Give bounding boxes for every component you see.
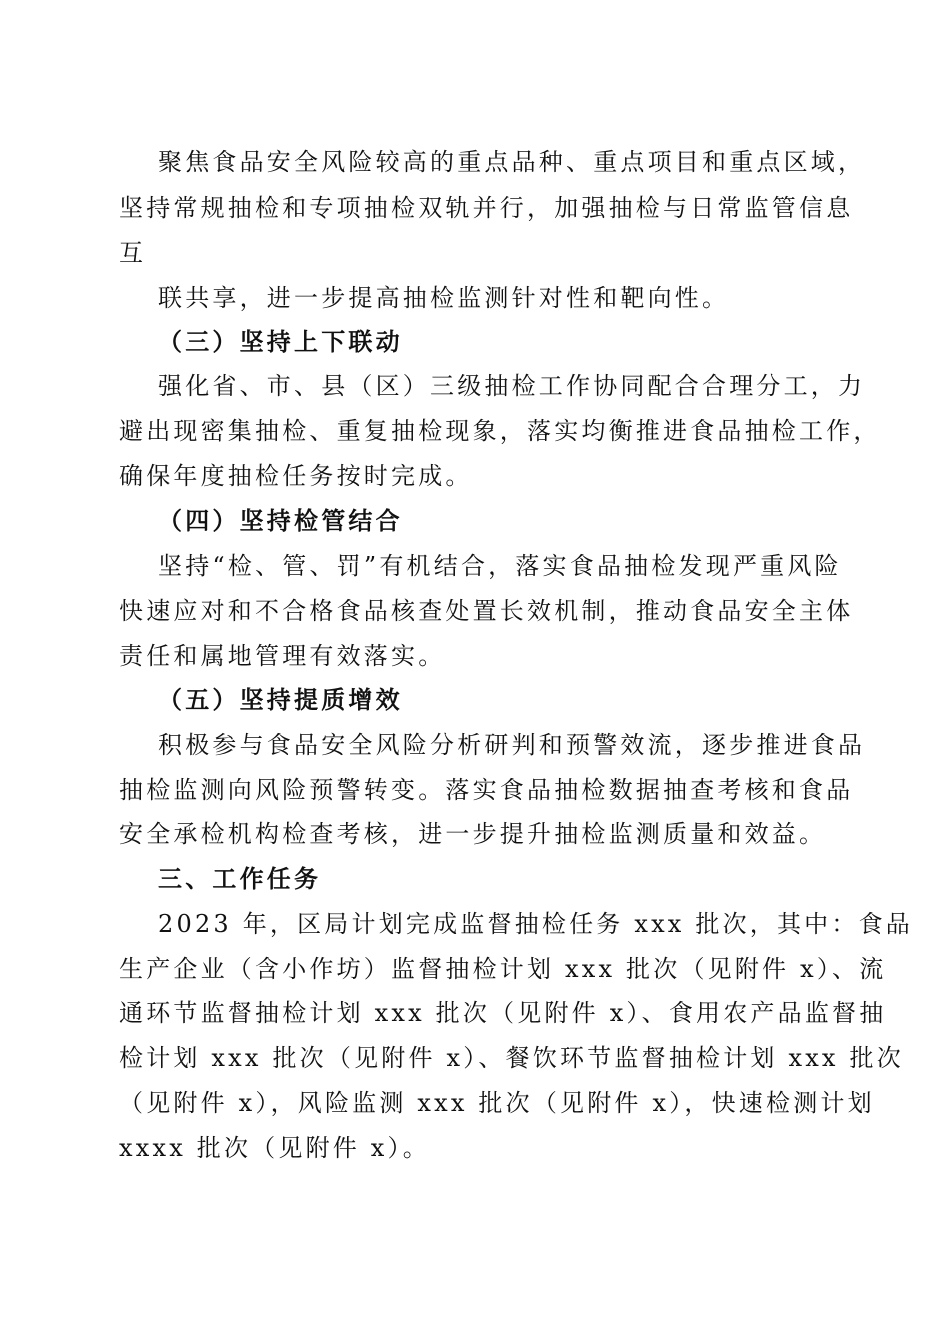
paragraph-line: 2023 年，区局计划完成监督抽检任务 xxx 批次，其中：食品 (158, 910, 913, 938)
paragraph-line: 检计划 xxx 批次（见附件 x）、餐饮环节监督抽检计划 xxx 批次 (119, 1044, 904, 1072)
paragraph-line: 坚持“检、管、罚”有机结合，落实食品抽检发现严重风险 (158, 552, 842, 580)
paragraph-line: xxxx 批次（见附件 x）。 (119, 1134, 430, 1162)
section-heading: 三、工作任务 (158, 864, 322, 893)
paragraph-line: 快速应对和不合格食品核查处置长效机制，推动食品安全主体 (119, 597, 854, 625)
paragraph-line: 聚焦食品安全风险较高的重点品种、重点项目和重点区域， (158, 148, 866, 176)
paragraph-line: 积极参与食品安全风险分析研判和预警效流，逐步推进食品 (158, 731, 866, 759)
paragraph-line: （见附件 x），风险监测 xxx 批次（见附件 x），快速检测计划 (119, 1089, 875, 1117)
paragraph-line: 联共享，进一步提高抽检监测针对性和靶向性。 (158, 284, 730, 312)
paragraph-line: 强化省、市、县（区）三级抽检工作协同配合合理分工，力 (158, 372, 866, 400)
paragraph-line: 安全承检机构检查考核，进一步提升抽检监测质量和效益。 (119, 820, 827, 848)
paragraph-line: 通环节监督抽检计划 xxx 批次（见附件 x）、食用农产品监督抽 (119, 999, 887, 1027)
paragraph-line: 生产企业（含小作坊）监督抽检计划 xxx 批次（见附件 x）、流 (119, 955, 887, 983)
paragraph-line: 避出现密集抽检、重复抽检现象，落实均衡推进食品抽检工作， (119, 417, 881, 445)
paragraph-line: 坚持常规抽检和专项抽检双轨并行，加强抽检与日常监管信息 (119, 194, 854, 222)
subheading-5: （五）坚持提质增效 (158, 685, 403, 714)
paragraph-line: 责任和属地管理有效落实。 (119, 642, 446, 670)
subheading-4: （四）坚持检管结合 (158, 506, 403, 535)
paragraph-line: 确保年度抽检任务按时完成。 (119, 462, 473, 490)
paragraph-line: 互 (119, 239, 147, 267)
paragraph-line: 抽检监测向风险预警转变。落实食品抽检数据抽查考核和食品 (119, 776, 854, 804)
subheading-3: （三）坚持上下联动 (158, 327, 403, 356)
